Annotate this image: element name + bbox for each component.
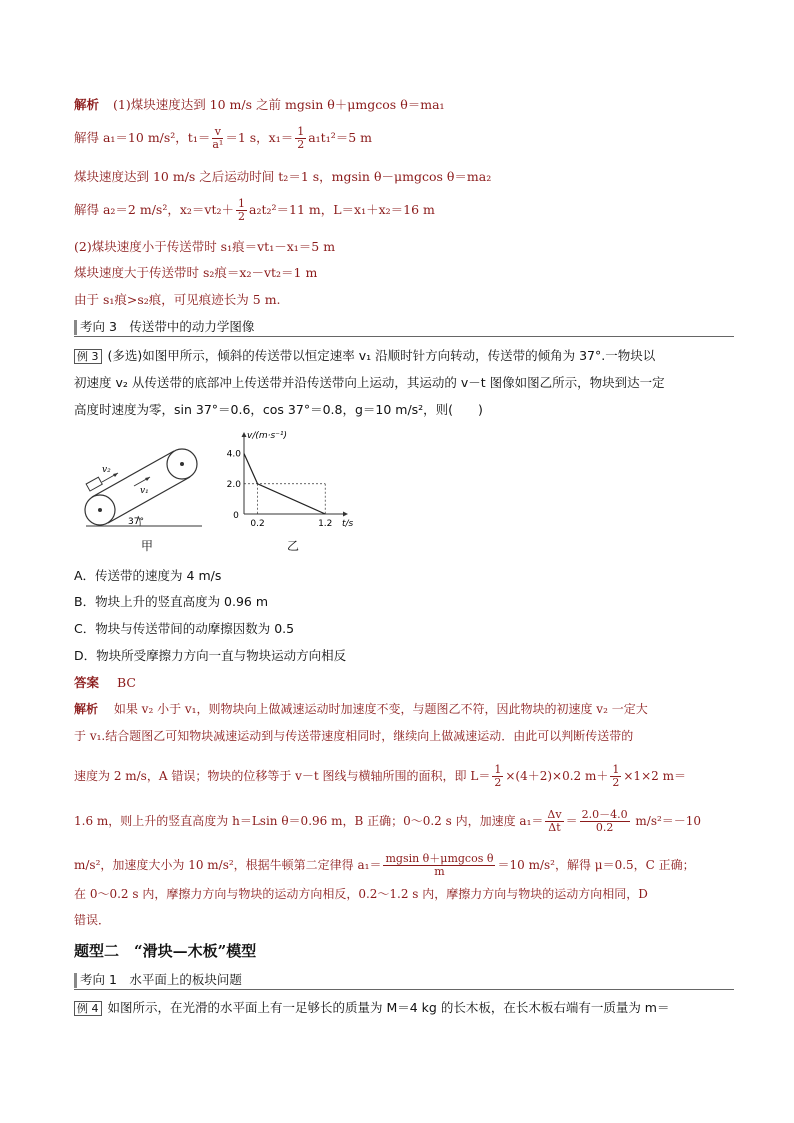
example-tag: 例 4 (74, 1001, 102, 1016)
x-axis-label: t/s (342, 519, 354, 529)
origin-label: 0 (233, 511, 239, 521)
solution1-line7: 由于 s₁痕>s₂痕，可见痕迹长为 5 m. (74, 292, 281, 307)
solution-label: 解析 (74, 702, 99, 716)
solution3-line3: 速度为 2 m/s，A 错误；物块的位移等于 v－t 图线与横轴所围的面积，即 L＝ $\frac{1}{2}$ ×(4＋2)×0.2 m＋ $\frac{1}{2}$ ×1×2 m＝ (74, 763, 686, 789)
option-a: A．传送带的速度为 4 m/s (74, 568, 222, 583)
y-tick-label: 2.0 (226, 479, 241, 490)
example3-line2: 初速度 v₂ 从传送带的底部冲上传送带并沿传送带向上运动，其运动的 v－t 图像如图乙所示，物块到达一定 (74, 375, 665, 390)
vt-graph (222, 424, 362, 532)
option-c: C．物块与传送带间的动摩擦因数为 0.5 (74, 621, 295, 636)
angle-label: 37° (128, 517, 144, 527)
example-tag: 例 3 (74, 349, 102, 364)
solution3-line1: 解析 如果 v₂ 小于 v₁，则物块向上做减速运动时加速度不变，与题图乙不符，因此物块的初速度 v₂ 一定大 (74, 702, 648, 716)
y-axis-label: v/(m·s⁻¹) (247, 431, 288, 441)
x-axis-arrow (343, 512, 348, 517)
option-d: D．物块所受摩擦力方向一直与物块运动方向相反 (74, 648, 347, 663)
x-tick-label: 1.2 (318, 519, 333, 529)
answer-value: BC (117, 675, 136, 690)
section-heading-3: 考向 3 传送带中的动力学图像 (74, 318, 254, 335)
conveyor-belt-figure (78, 436, 208, 528)
answer-label: 答案 (74, 675, 100, 690)
solution3-line4: 1.6 m，则上升的竖直高度为 h＝Lsin θ＝0.96 m，B 正确；0～0.2 s 内，加速度 a₁＝ $\frac{\Delta v}{\Delta t}$ ＝ $\frac{2.0-4.0}{0.2}$ m/s²＝－10 (74, 808, 702, 834)
example3-line3: 高度时速度为零，sin 37°＝0.6，cos 37°＝0.8，g＝10 m/s²，则( ) (74, 402, 483, 417)
solution3-line7: 错误． (74, 913, 111, 927)
solution3-line2: 于 v₁.结合题图乙可知物块减速运动到与传送带速度相同时，继续向上做减速运动．由此可以判断传送带的 (74, 729, 634, 743)
figure-yi-caption: 乙 (287, 539, 300, 553)
solution1-line1: 解析 (1)煤块速度达到 10 m/s 之前 mgsin θ＋μmgcos θ＝ma₁ (74, 97, 445, 112)
fraction-half: $\frac{1}{2}$ (297, 125, 305, 151)
fraction-t1: $\frac{v}{\text{a¹}}$ (212, 125, 224, 151)
topic-heading: 题型二 “滑块—木板”模型 (74, 942, 257, 960)
example3-line1: 例 3 (多选)如图甲所示，倾斜的传送带以恒定速率 v₁ 沿顺时针方向转动，传送带的倾角为 37°.一物块以 (74, 347, 734, 364)
solution1-line3: 煤块速度达到 10 m/s 之后运动时间 t₂＝1 s，mgsin θ－μmgcos θ＝ma₂ (74, 169, 492, 184)
figure-jia-caption: 甲 (141, 539, 154, 553)
solution3-line6: 在 0～0.2 s 内，摩擦力方向与物块的运动方向相反，0.2～1.2 s 内，摩擦力方向与物块的运动方向相同，D (74, 887, 648, 901)
solution1-line5: (2)煤块速度小于传送带时 s₁痕＝vt₁－x₁＝5 m (74, 239, 336, 254)
v1-label: v₁ (140, 486, 149, 496)
option-b: B．物块上升的竖直高度为 0.96 m (74, 594, 269, 609)
section-heading-1: 考向 1 水平面上的板块问题 (74, 971, 242, 988)
solution1-line2: 解得 a₁＝10 m/s²，t₁＝ $\frac{v}{\text{a¹}}$ ＝1 s，x₁＝ $\frac{1}{2}$ a₁t₁²＝5 m (74, 125, 373, 151)
x-tick-label: 0.2 (250, 519, 265, 529)
fraction-half: $\frac{1}{2}$ (238, 197, 246, 223)
solution3-line5: m/s²，加速度大小为 10 m/s²，根据牛顿第二定律得 a₁＝ $\frac{\text{mgsin θ＋μmgcos θ}}{m}$ ＝10 m/s²，解得 μ＝0.5，C 正确； (74, 852, 695, 878)
solution1-line6: 煤块速度大于传送带时 s₂痕＝x₂－vt₂＝1 m (74, 265, 318, 280)
block (86, 477, 102, 491)
answer-line (74, 674, 734, 691)
y-axis-arrow (242, 432, 247, 437)
y-tick-label: 4.0 (226, 449, 241, 460)
v2-label: v₂ (102, 465, 111, 475)
solution1-line4: 解得 a₂＝2 m/s²，x₂＝vt₂＋ $\frac{1}{2}$ a₂t₂²＝11 m，L＝x₁＋x₂＝16 m (74, 197, 435, 223)
solution-label: 解析 (74, 97, 100, 112)
example4-line1: 例 4 如图所示，在光滑的水平面上有一足够长的质量为 M＝4 kg 的长木板，在长木板右端有一质量为 m＝ (74, 999, 734, 1016)
